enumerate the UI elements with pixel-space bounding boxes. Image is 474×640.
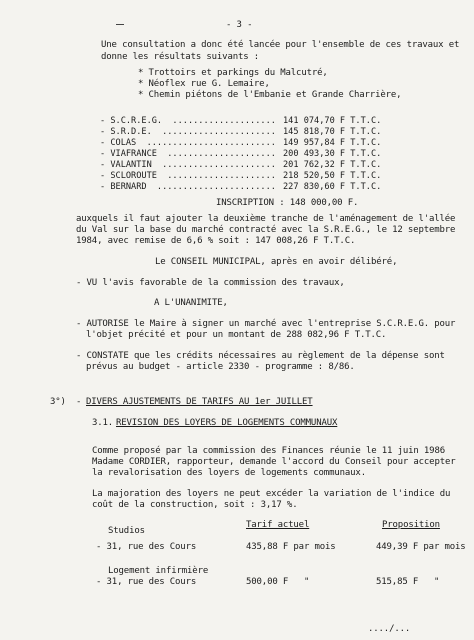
constate-line-2: prévus au budget - article 2330 - programme : 8/86.: [86, 362, 355, 372]
autorise-line-1: - AUTORISE le Maire à signer un marché avec l'entreprise S.C.R.E.G. pour: [76, 319, 456, 329]
section-dash: -: [76, 397, 82, 407]
intro-line-2: donne les résultats suivants :: [101, 52, 260, 62]
continuation-mark: ..../...: [368, 624, 411, 634]
bid-company: - S.C.R.E.G. ....................: [100, 116, 276, 126]
bid-company: - VALANTIN ......................: [100, 160, 276, 170]
bid-company: - SCLOROUTE .....................: [100, 171, 276, 181]
proposal-line-3: la revalorisation des loyers de logements communaux.: [92, 468, 366, 478]
bid-company: - VIAFRANCE .....................: [100, 149, 276, 159]
bid-company: - BERNARD .......................: [100, 182, 276, 192]
page-number: - 3 -: [226, 20, 253, 30]
bid-row: [100, 149, 400, 160]
section-number: 3°): [50, 397, 66, 407]
subsection-number: 3.1.: [92, 418, 114, 428]
bid-row: [100, 182, 400, 193]
tranche-line-3: 1984, avec remise de 6,6 % soit : 147 008,26 F T.T.C.: [76, 236, 356, 246]
inscription: INSCRIPTION : 148 000,00 F.: [216, 198, 359, 208]
column-header-proposal: Proposition: [382, 520, 440, 530]
rent-current: 500,00 F ": [246, 577, 310, 587]
tranche-line-1: auxquels il faut ajouter la deuxième tranche de l'aménagement de l'allée: [76, 214, 456, 224]
rent-label: Logement infirmière: [108, 566, 209, 576]
section-title: DIVERS AJUSTEMENTS DE TARIFS AU 1er JUILLET: [86, 397, 313, 407]
tranche-line-2: du Val sur la base du marché contracté avec la S.R.E.G., le 12 septembre: [76, 225, 456, 235]
bid-amount: 227 830,60 F T.T.C.: [283, 182, 382, 192]
bid-amount: 201 762,32 F T.T.C.: [283, 160, 382, 170]
bid-row: [100, 171, 400, 182]
subsection-title: REVISION DES LOYERS DE LOGEMENTS COMMUNAUX: [116, 418, 338, 428]
bid-row: [100, 127, 400, 138]
proposal-line-2: Madame CORDIER, rapporteur, demande l'accord du Conseil pour accepter: [92, 457, 456, 467]
rent-proposal: 515,85 F ": [376, 577, 440, 587]
majoration-line-2: coût de la construction, soit : 3,17 %.: [92, 500, 298, 510]
bullet-item: * Trottoirs et parkings du Malcutré,: [138, 68, 328, 78]
bid-amount: 141 074,70 F T.T.C.: [283, 116, 382, 126]
bid-amount: 149 957,84 F T.T.C.: [283, 138, 382, 148]
bullet-item: * Chemin piétons de l'Embanie et Grande Charrière,: [138, 90, 402, 100]
rent-address: - 31, rue des Cours: [96, 542, 197, 552]
rent-proposal: 449,39 F par mois: [376, 542, 466, 552]
bid-amount: 200 493,30 F T.T.C.: [283, 149, 382, 159]
autorise-line-2: l'objet précité et pour un montant de 288 082,96 F T.T.C.: [86, 330, 387, 340]
bid-row: [100, 116, 400, 127]
bid-company: - S.R.D.E. ......................: [100, 127, 276, 137]
rent-current: 435,88 F par mois: [246, 542, 336, 552]
vu-clause: - VU l'avis favorable de la commission des travaux,: [76, 278, 345, 288]
bid-row: [100, 160, 400, 171]
bullet-item: * Néoflex rue G. Lemaire,: [138, 79, 270, 89]
unanimite: A L'UNANIMITE,: [154, 298, 228, 308]
council-statement: Le CONSEIL MUNICIPAL, après en avoir délibéré,: [155, 257, 398, 267]
rent-address: - 31, rue des Cours: [96, 577, 197, 587]
intro-line-1: Une consultation a donc été lancée pour l'ensemble de ces travaux et: [101, 40, 460, 50]
column-header-current: Tarif actuel: [246, 520, 310, 530]
bid-company: - COLAS .........................: [100, 138, 276, 148]
rent-label: Studios: [108, 526, 145, 536]
bid-amount: 145 818,70 F T.T.C.: [283, 127, 382, 137]
constate-line-1: - CONSTATE que les crédits nécessaires au règlement de la dépense sont: [76, 351, 445, 361]
pen-mark: [116, 24, 124, 25]
majoration-line-1: La majoration des loyers ne peut excéder la variation de l'indice du: [92, 489, 451, 499]
bid-amount: 218 520,50 F T.T.C.: [283, 171, 382, 181]
bid-row: [100, 138, 400, 149]
proposal-line-1: Comme proposé par la commission des Finances réunie le 11 juin 1986: [92, 446, 445, 456]
